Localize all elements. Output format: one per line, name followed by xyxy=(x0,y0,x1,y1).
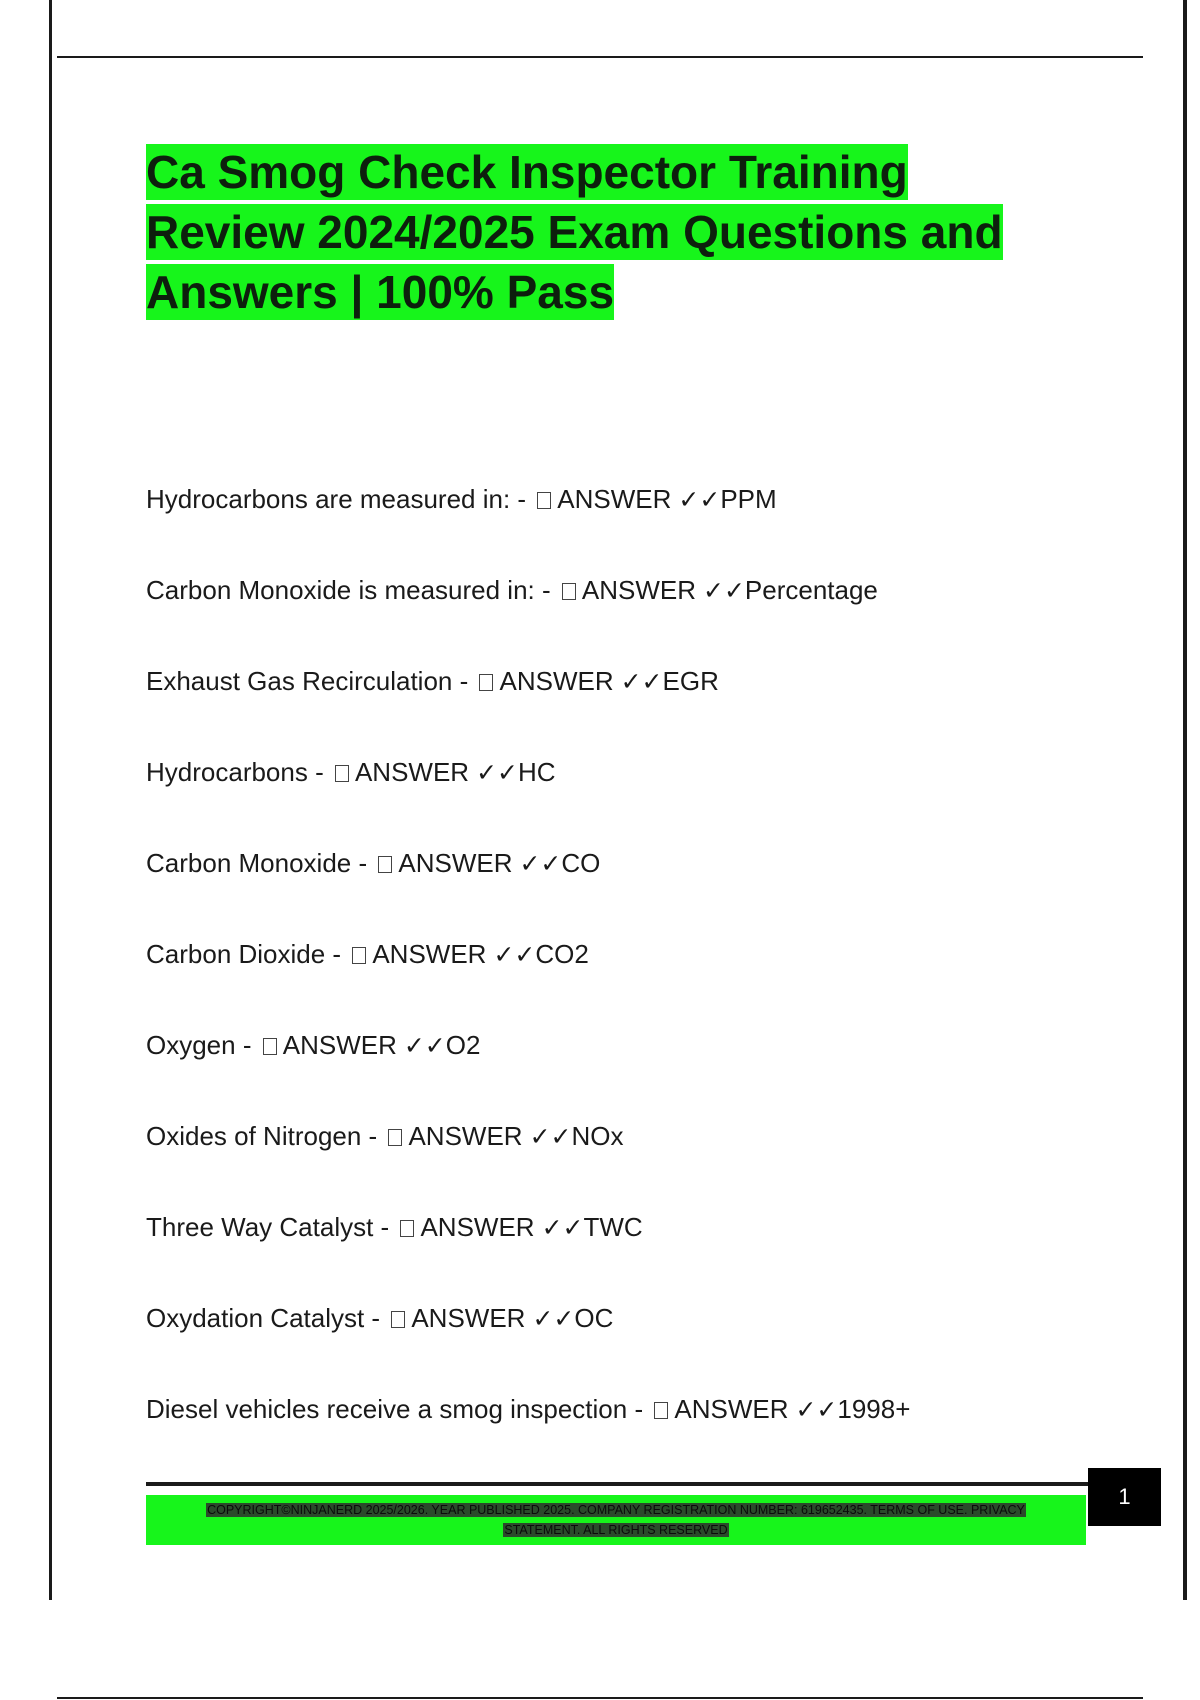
checkbox-icon xyxy=(352,947,366,964)
answer-label: ANSWER xyxy=(581,575,696,605)
check-icon: ✓✓ xyxy=(476,758,518,787)
answer-text: OC xyxy=(574,1303,614,1333)
qa-item xyxy=(146,660,1106,751)
footer-rule xyxy=(146,1482,1090,1486)
question-text: Oxydation Catalyst - xyxy=(146,1303,381,1333)
title-line: Answers | 100% Pass xyxy=(146,266,615,318)
check-icon: ✓✓ xyxy=(519,849,562,878)
question-text: Oxygen - xyxy=(146,1030,252,1060)
checkbox-icon xyxy=(562,583,576,600)
copyright-text: COPYRIGHT©NINJANERD 2025/2026. YEAR PUBLISHED 2025. COMPANY REGISTRATION NUMBER: 619652435. TERMS OF USE. PRIVACY xyxy=(207,1503,1025,1517)
check-icon: ✓✓ xyxy=(403,1031,446,1060)
answer-text: CO2 xyxy=(535,939,589,969)
answer-label: ANSWER xyxy=(372,939,487,969)
answer-label: ANSWER xyxy=(411,1303,526,1333)
qa-item xyxy=(146,842,1106,933)
answer-label: ANSWER xyxy=(557,484,672,514)
answer-text: NOx xyxy=(571,1121,624,1151)
copyright-footer xyxy=(146,1495,1086,1545)
qa-item xyxy=(146,478,1106,569)
qa-item xyxy=(146,1115,1106,1206)
checkbox-icon xyxy=(388,1129,402,1146)
page-border-left xyxy=(49,0,52,1600)
header-rule xyxy=(57,56,1143,58)
page-border-right xyxy=(1183,0,1187,1600)
check-icon: ✓✓ xyxy=(529,1122,572,1151)
question-text: Hydrocarbons are measured in: - xyxy=(146,484,527,514)
answer-label: ANSWER xyxy=(354,757,470,787)
answer-text: CO xyxy=(561,848,601,878)
answer-text: O2 xyxy=(445,1030,481,1060)
qa-item xyxy=(146,569,1106,660)
qa-item xyxy=(146,1297,1106,1388)
qa-list xyxy=(146,478,1106,1479)
qa-item xyxy=(146,933,1106,1024)
question-text: Three Way Catalyst - xyxy=(146,1212,390,1242)
qa-item xyxy=(146,751,1106,842)
answer-label: ANSWER xyxy=(408,1121,523,1151)
question-text: Oxides of Nitrogen - xyxy=(146,1121,378,1151)
check-icon: ✓✓ xyxy=(493,940,536,969)
answer-text: PPM xyxy=(720,484,777,514)
checkbox-icon xyxy=(654,1402,668,1419)
question-text: Carbon Monoxide is measured in: - xyxy=(146,575,551,605)
copyright-text: STATEMENT. ALL RIGHTS RESERVED xyxy=(504,1523,728,1537)
checkbox-icon xyxy=(378,856,392,873)
checkbox-icon xyxy=(479,674,493,691)
question-text: Carbon Monoxide - xyxy=(146,848,368,878)
check-icon: ✓✓ xyxy=(620,667,663,696)
next-page-rule xyxy=(57,1697,1143,1699)
check-icon: ✓✓ xyxy=(532,1304,575,1333)
check-icon: ✓✓ xyxy=(678,485,721,514)
page-number: 1 xyxy=(1088,1468,1161,1526)
answer-label: ANSWER xyxy=(674,1394,789,1424)
document-title xyxy=(146,142,1096,322)
answer-label: ANSWER xyxy=(420,1212,535,1242)
answer-text: Percentage xyxy=(744,575,878,605)
answer-label: ANSWER xyxy=(282,1030,397,1060)
checkbox-icon xyxy=(263,1038,277,1055)
answer-text: 1998+ xyxy=(837,1394,911,1424)
checkbox-icon xyxy=(335,765,349,782)
question-text: Hydrocarbons - xyxy=(146,757,324,787)
qa-item xyxy=(146,1206,1106,1297)
answer-text: TWC xyxy=(583,1212,643,1242)
answer-label: ANSWER xyxy=(398,848,513,878)
check-icon: ✓✓ xyxy=(541,1213,584,1242)
title-line: Ca Smog Check Inspector Training xyxy=(146,146,908,198)
check-icon: ✓✓ xyxy=(703,576,745,605)
answer-text: EGR xyxy=(662,666,719,696)
question-text: Carbon Dioxide - xyxy=(146,939,342,969)
checkbox-icon xyxy=(400,1220,414,1237)
answer-label: ANSWER xyxy=(499,666,614,696)
checkbox-icon xyxy=(537,492,551,509)
qa-item xyxy=(146,1388,1106,1479)
check-icon: ✓✓ xyxy=(795,1395,838,1424)
qa-item xyxy=(146,1024,1106,1115)
title-line: Review 2024/2025 Exam Questions and xyxy=(146,206,1003,258)
question-text: Diesel vehicles receive a smog inspection - xyxy=(146,1394,644,1424)
answer-text: HC xyxy=(518,757,556,787)
checkbox-icon xyxy=(391,1311,405,1328)
question-text: Exhaust Gas Recirculation - xyxy=(146,666,469,696)
